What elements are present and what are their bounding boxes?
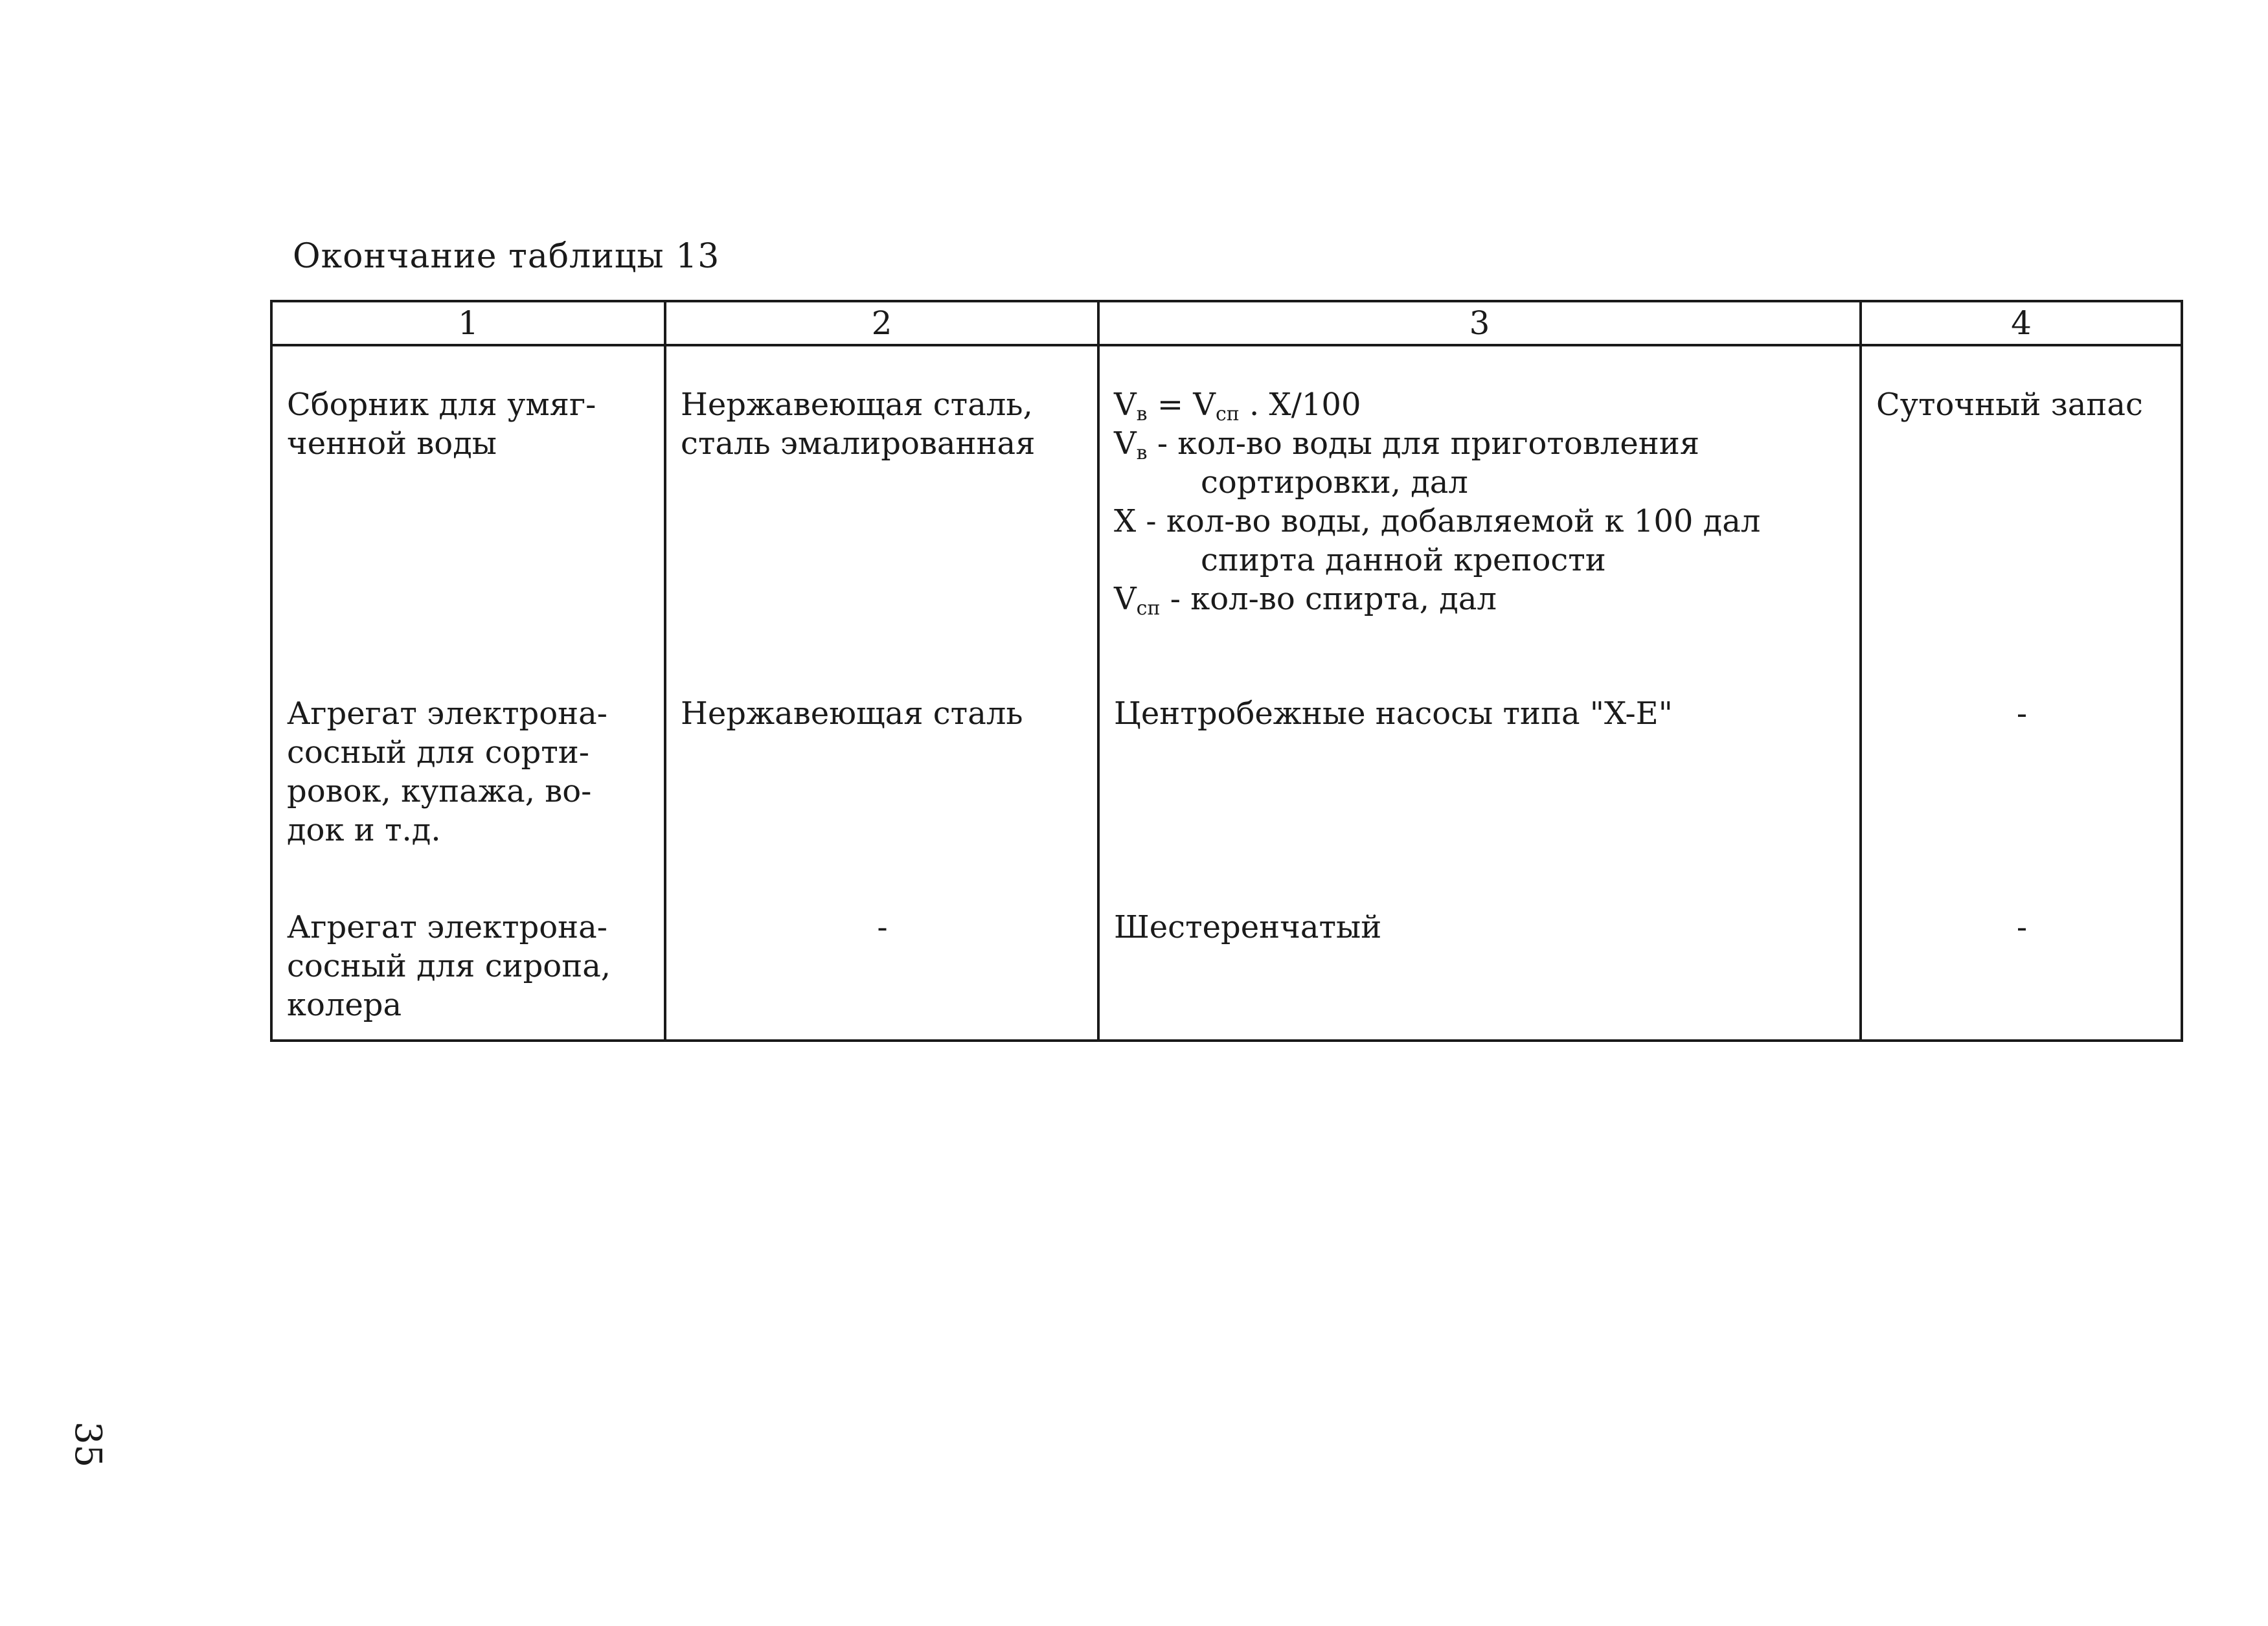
column-header-1: 1 xyxy=(271,301,665,345)
water-volume-definition-cont: сортировки, дал xyxy=(1201,464,1468,501)
material-line: сталь эмалированная xyxy=(681,425,1036,462)
equipment-table xyxy=(270,300,2183,1042)
note-cell xyxy=(1861,692,2182,908)
table-caption: Окончание таблицы 13 xyxy=(293,237,720,276)
equipment-line: Агрегат электрона- xyxy=(287,909,607,945)
formula-cell xyxy=(1098,345,1861,692)
equipment-line: сосный для сорти- xyxy=(287,734,589,771)
column-header-2: 2 xyxy=(665,301,1098,345)
page-number: 35 xyxy=(67,1421,109,1468)
material-cell xyxy=(665,692,1098,908)
column-header-4: 4 xyxy=(1861,301,2182,345)
equipment-cell xyxy=(271,692,665,908)
equipment-line: колера xyxy=(287,986,402,1023)
spec-text: Шестеренчатый xyxy=(1114,909,1382,945)
table-row xyxy=(271,345,2182,692)
column-header-3: 3 xyxy=(1098,301,1861,345)
material-cell xyxy=(665,345,1098,692)
x-definition: X - кол-во воды, добавляемой к 100 дал xyxy=(1114,503,1761,539)
material-cell xyxy=(665,908,1098,1041)
note-cell xyxy=(1861,345,2182,692)
water-volume-definition: $V_в - кол-во$ воды для приготовления xyxy=(1114,425,1700,464)
volume-formula: $V_в = V_{сп}$ . X/100 xyxy=(1114,387,1361,425)
equipment-line: сосный для сиропа, xyxy=(287,947,611,984)
column-numbers-row xyxy=(271,301,2182,345)
equipment-line: Сборник для умяг- xyxy=(287,387,596,423)
note-text: - xyxy=(2016,695,2028,732)
equipment-line: ченной воды xyxy=(287,425,497,462)
equipment-line: Агрегат электрона- xyxy=(287,695,607,732)
spec-cell xyxy=(1098,908,1861,1041)
equipment-cell xyxy=(271,345,665,692)
material-line: Нержавеющая сталь xyxy=(681,695,1023,732)
note-text: Суточный запас xyxy=(1876,387,2143,423)
equipment-line: ровок, купажа, во- xyxy=(287,773,592,809)
note-cell xyxy=(1861,908,2182,1041)
material-line: - xyxy=(877,909,888,945)
x-definition-cont: спирта данной крепости xyxy=(1201,542,1606,578)
equipment-cell xyxy=(271,908,665,1041)
material-line: Нержавеющая сталь, xyxy=(681,387,1033,423)
note-text: - xyxy=(2016,909,2028,945)
spec-cell xyxy=(1098,692,1861,908)
spirit-volume-definition: $V_{сп} - кол-во$ спирта, дал xyxy=(1114,581,1497,620)
table-row xyxy=(271,692,2182,908)
equipment-line: док и т.д. xyxy=(287,811,441,848)
table-row xyxy=(271,908,2182,1041)
spec-text: Центробежные насосы типа "X-E" xyxy=(1114,695,1673,732)
